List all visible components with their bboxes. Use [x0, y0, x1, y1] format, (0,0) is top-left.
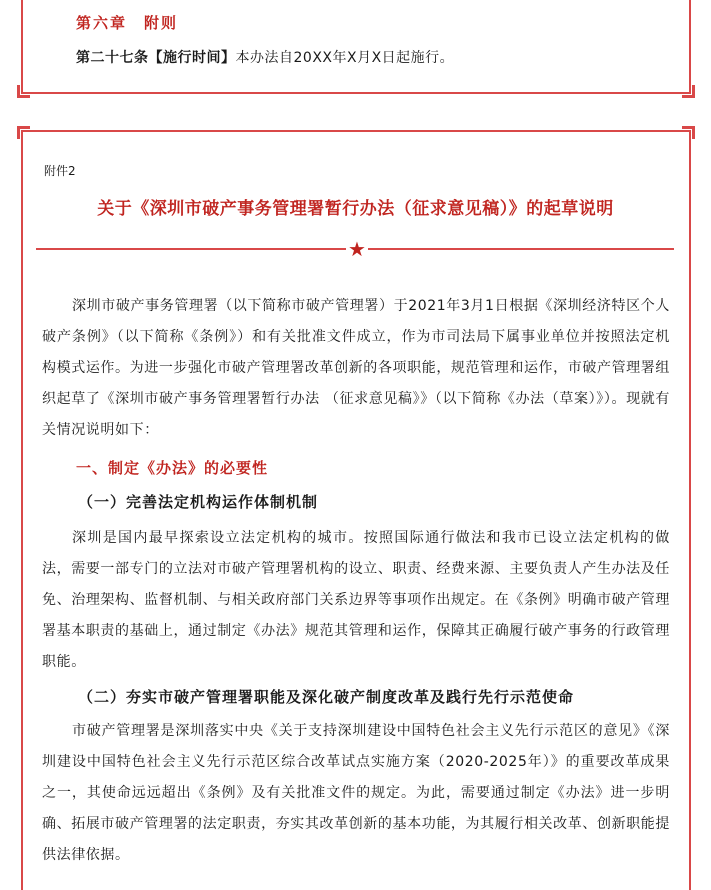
- star-icon: ★: [346, 238, 368, 260]
- article-text: 本办法自20XX年X月X日起施行。: [235, 50, 455, 66]
- article-label: 第二十七条【施行时间】: [76, 50, 236, 66]
- subsection-1-paragraph: 深圳是国内最早探索设立法定机构的城市。按照国际通行做法和我市已设立法定机构的做法，需要一部专门的立法对市破产管理署机构的设立、职责、经费来源、主要负责人产生办法及任免、治理架构、监督机制、与相关政府部门关系边界等事项作出规定。在《条例》明确市破产管理署基本职责的基础上，通过制定《办法》规范其管理和运作，保障其正确履行破产事务的行政管理职能。: [42, 530, 670, 670]
- subsection-2-paragraph: 市破产管理署是深圳落实中央《关于支持深圳建设中国特色社会主义先行示范区的意见》《深圳建设中国特色社会主义先行示范区综合改革试点实施方案（2020-2025年）》的重要改革成果之一，其使命远远超出《条例》及有关批准文件的规定。为此，需要通过制定《办法》进一步明确、拓展市破产管理署的法定职责，夯实其改革创新的基本功能，为其履行相关改革、创新职能提供法律依据。: [42, 723, 670, 863]
- subsection-heading-1: （一）完善法定机构运作体制机制: [78, 493, 319, 511]
- annex-label: 附件2: [44, 164, 76, 178]
- section-heading-1: 一、制定《办法》的必要性: [76, 459, 269, 477]
- article-27: [76, 47, 454, 67]
- intro-paragraph: 深圳市破产事务管理署（以下简称市破产管理署）于2021年3月1日根据《深圳经济特区个人破产条例》（以下简称《条例》）和有关批准文件成立，作为市司法局下属事业单位并按照法定机构模式运作。为进一步强化市破产管理署改革创新的各项职能，规范管理和运作，市破产管理署组织起草了《深圳市破产事务管理署暂行办法 （征求意见稿》》（以下简称《办法（草案）》）。现就有关情况说明如下：: [42, 298, 670, 438]
- subsection-heading-2: （二）夯实市破产管理署职能及深化破产制度改革及践行先行示范使命: [78, 688, 575, 706]
- document-title: 关于《深圳市破产事务管理署暂行办法（征求意见稿）》的起草说明: [97, 199, 614, 219]
- chapter-title: 第六章 附则: [76, 14, 179, 32]
